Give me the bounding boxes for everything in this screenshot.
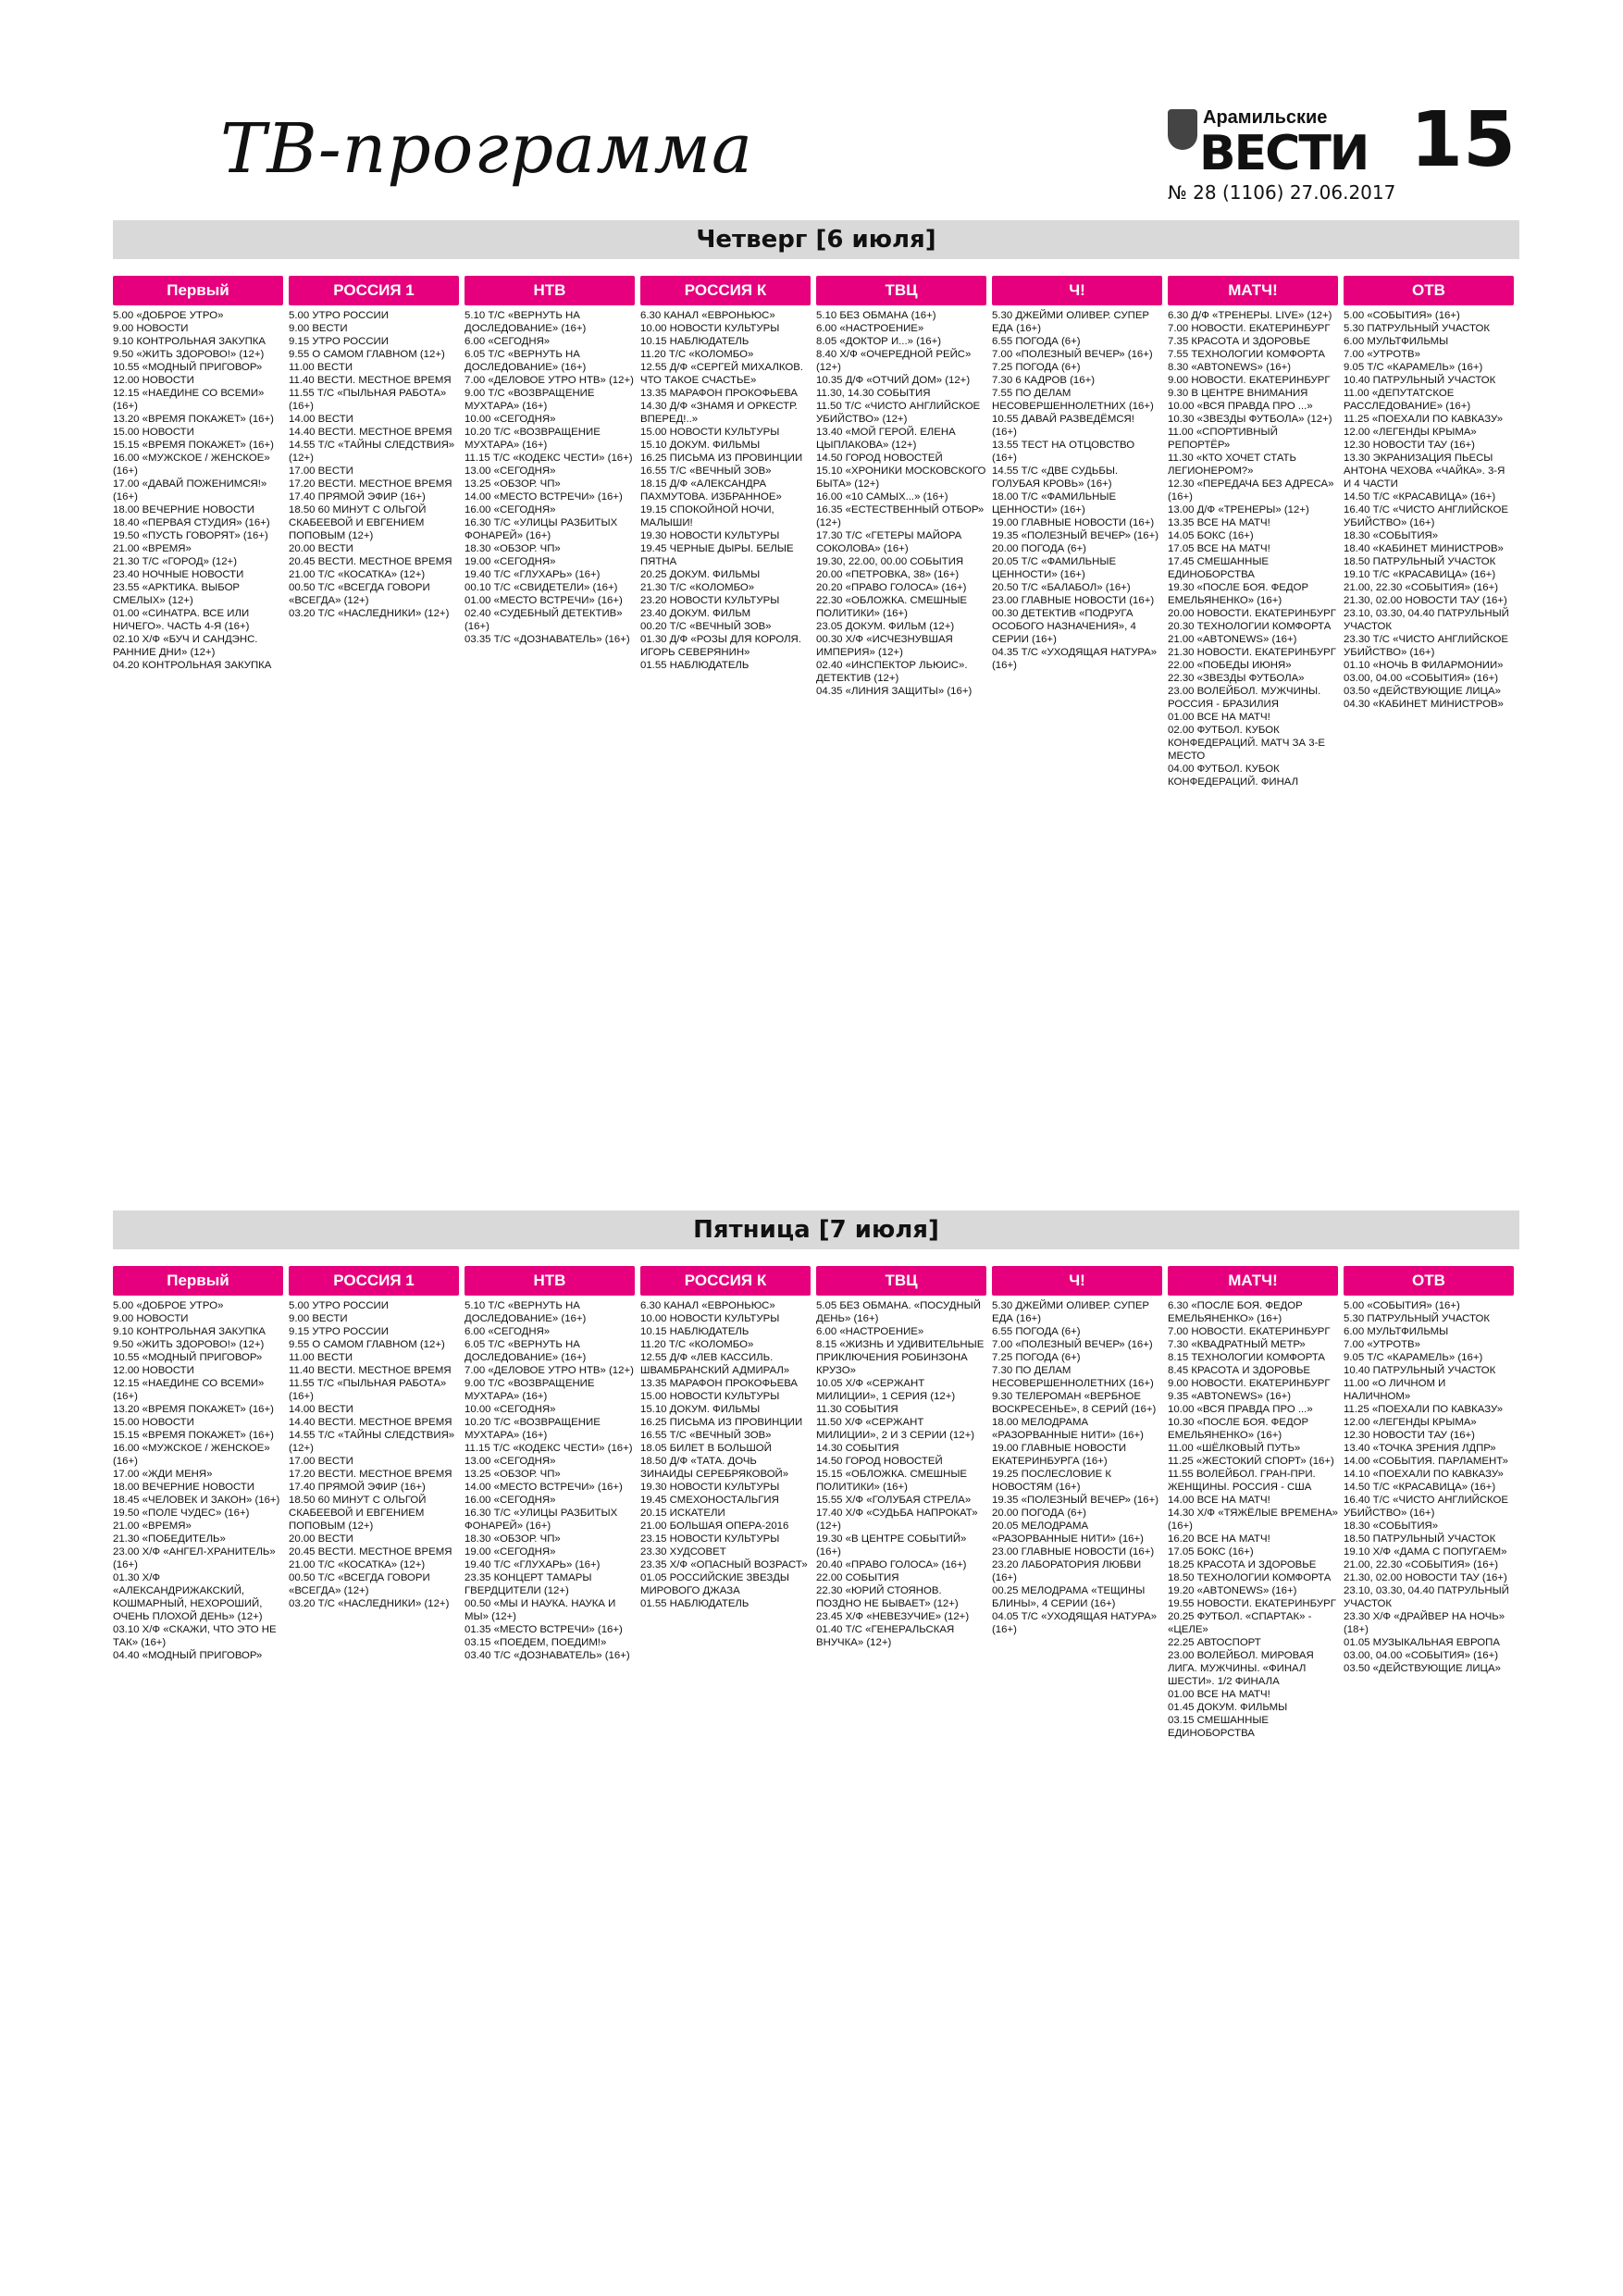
channel-name: ОТВ — [1412, 1272, 1445, 1289]
channel-name: ТВЦ — [885, 1272, 918, 1289]
program-list: 5.00 УТРО РОССИИ 9.00 ВЕСТИ 9.15 УТРО РОССИИ 9.55 О САМОМ ГЛАВНОМ (12+) 11.00 ВЕСТИ 11.40 ВЕСТИ. МЕСТНОЕ ВРЕМЯ 11.55 Т/С «ПЫЛЬНАЯ РАБОТА» (16+) 14.00 ВЕСТИ 14.40 ВЕСТИ. МЕСТНОЕ ВРЕМЯ 14.55 Т/С «ТАЙНЫ СЛЕДСТВИЯ» (12+) 17.00 ВЕСТИ 17.20 ВЕСТИ. МЕСТНОЕ ВРЕМЯ 17.40 ПРЯМОЙ ЭФИР (16+) 18.50 60 МИНУТ С ОЛЬГОЙ СКАБЕЕВОЙ И ЕВГЕНИЕМ ПОПОВЫМ (12+) 20.00 ВЕСТИ 20.45 ВЕСТИ. МЕСТНОЕ ВРЕМЯ 21.00 Т/С «КОСАТКА» (12+) 00.50 Т/С «ВСЕГДА ГОВОРИ «ВСЕГДА» (12+) 03.20 Т/С «НАСЛЕДНИКИ» (12+) — [289, 310, 455, 619]
program-list: 5.30 ДЖЕЙМИ ОЛИВЕР. СУПЕР ЕДА (16+) 6.55 ПОГОДА (6+) 7.00 «ПОЛЕЗНЫЙ ВЕЧЕР» (16+) 7.25 ПОГОДА (6+) 7.30 ПО ДЕЛАМ НЕСОВЕРШЕННОЛЕТНИХ (16+) 9.30 ТЕЛЕРОМАН «ВЕРБНОЕ ВОСКРЕСЕНЬЕ», 8 СЕРИЙ (16+) 18.00 МЕЛОДРАМА «РАЗОРВАННЫЕ НИТИ» (16+) 19.00 ГЛАВНЫЕ НОВОСТИ ЕКАТЕРИНБУРГА (16+) 19.25 ПОСЛЕСЛОВИЕ К НОВОСТЯМ (16+) 19.35 «ПОЛЕЗНЫЙ ВЕЧЕР» (16+) 20.00 ПОГОДА (6+) 20.05 МЕЛОДРАМА «РАЗОРВАННЫЕ НИТИ» (16+) 23.00 ГЛАВНЫЕ НОВОСТИ (16+) 23.20 ЛАБОРАТОРИЯ ЛЮБВИ (16+) 00.25 МЕЛОДРАМА «ТЕЩИНЫ БЛИНЫ», 4 СЕРИИ (16+) 04.05 Т/С «УХОДЯЩАЯ НАТУРА» (16+) — [992, 1300, 1159, 1635]
channel-name: МАТЧ! — [1228, 1272, 1278, 1289]
channel-name: Ч! — [1069, 1272, 1085, 1289]
program-list: 5.30 ДЖЕЙМИ ОЛИВЕР. СУПЕР ЕДА (16+) 6.55 ПОГОДА (6+) 7.00 «ПОЛЕЗНЫЙ ВЕЧЕР» (16+) 7.25 ПОГОДА (6+) 7.30 6 КАДРОВ (16+) 7.55 ПО ДЕЛАМ НЕСОВЕРШЕННОЛЕТНИХ (16+) 10.55 ДАВАЙ РАЗВЕДЁМСЯ! (16+) 13.55 ТЕСТ НА ОТЦОВСТВО (16+) 14.55 Т/С «ДВЕ СУДЬБЫ. ГОЛУБАЯ КРОВЬ» (16+) 18.00 Т/С «ФАМИЛЬНЫЕ ЦЕННОСТИ» (16+) 19.00 ГЛАВНЫЕ НОВОСТИ (16+) 19.35 «ПОЛЕЗНЫЙ ВЕЧЕР» (16+) 20.00 ПОГОДА (6+) 20.05 Т/С «ФАМИЛЬНЫЕ ЦЕННОСТИ» (16+) 20.50 Т/С «БАЛАБОЛ» (16+) 23.00 ГЛАВНЫЕ НОВОСТИ (16+) 00.30 ДЕТЕКТИВ «ПОДРУГА ОСОБОГО НАЗНАЧЕНИЯ», 4 СЕРИИ (16+) 04.35 Т/С «УХОДЯЩАЯ НАТУРА» (16+) — [992, 310, 1159, 671]
newspaper-logo — [1168, 96, 1519, 204]
program-list: 5.00 «СОБЫТИЯ» (16+) 5.30 ПАТРУЛЬНЫЙ УЧАСТОК 6.00 МУЛЬТФИЛЬМЫ 7.00 «УТРОТВ» 9.05 Т/С «КАРАМЕЛЬ» (16+) 10.40 ПАТРУЛЬНЫЙ УЧАСТОК 11.00 «ДЕПУТАТСКОЕ РАССЛЕДОВАНИЕ» (16+) 11.25 «ПОЕХАЛИ ПО КАВКАЗУ» 12.00 «ЛЕГЕНДЫ КРЫМА» 12.30 НОВОСТИ ТАУ (16+) 13.30 ЭКРАНИЗАЦИЯ ПЬЕСЫ АНТОНА ЧЕХОВА «ЧАЙКА». 3-Я И 4 ЧАСТИ 14.50 Т/С «КРАСАВИЦА» (16+) 16.40 Т/С «ЧИСТО АНГЛИЙСКОЕ УБИЙСТВО» (16+) 18.30 «СОБЫТИЯ» 18.40 «КАБИНЕТ МИНИСТРОВ» 18.50 ПАТРУЛЬНЫЙ УЧАСТОК 19.10 Т/С «КРАСАВИЦА» (16+) 21.00, 22.30 «СОБЫТИЯ» (16+) 21.30, 02.00 НОВОСТИ ТАУ (16+) 23.10, 03.30, 04.40 ПАТРУЛЬНЫЙ УЧАСТОК 23.30 Т/С «ЧИСТО АНГЛИЙСКОЕ УБИЙСТВО» (16+) 01.10 «НОЧЬ В ФИЛАРМОНИИ» 03.00, 04.00 «СОБЫТИЯ» (16+) 03.50 «ДЕЙСТВУЮЩИЕ ЛИЦА» 04.30 «КАБИНЕТ МИНИСТРОВ» — [1344, 310, 1509, 710]
channel-logo — [992, 1266, 1162, 1296]
channel-column — [816, 276, 986, 698]
channel-logo — [465, 276, 635, 305]
channel-column — [992, 276, 1162, 672]
day-header-friday: Пятница [7 июля] — [113, 1210, 1519, 1249]
channel-name: НТВ — [533, 1272, 566, 1289]
channel-logo — [1344, 276, 1514, 305]
program-list: 5.10 БЕЗ ОБМАНА (16+) 6.00 «НАСТРОЕНИЕ» 8.05 «ДОКТОР И...» (16+) 8.40 Х/Ф «ОЧЕРЕДНОЙ РЕЙС» (12+) 10.35 Д/Ф «ОТЧИЙ ДОМ» (12+) 11.30, 14.30 СОБЫТИЯ 11.50 Т/С «ЧИСТО АНГЛИЙСКОЕ УБИЙСТВО» (12+) 13.40 «МОЙ ГЕРОЙ. ЕЛЕНА ЦЫПЛАКОВА» (12+) 14.50 ГОРОД НОВОСТЕЙ 15.10 «ХРОНИКИ МОСКОВСКОГО БЫТА» (12+) 16.00 «10 САМЫХ...» (16+) 16.35 «ЕСТЕСТВЕННЫЙ ОТБОР» (12+) 17.30 Т/С «ГЕТЕРЫ МАЙОРА СОКОЛОВА» (16+) 19.30, 22.00, 00.00 СОБЫТИЯ 20.00 «ПЕТРОВКА, 38» (16+) 20.20 «ПРАВО ГОЛОСА» (16+) 22.30 «ОБЛОЖКА. СМЕШНЫЕ ПОЛИТИКИ» (16+) 23.05 ДОКУМ. ФИЛЬМ (12+) 00.30 Х/Ф «ИСЧЕЗНУВШАЯ ИМПЕРИЯ» (12+) 02.40 «ИНСПЕКТОР ЛЬЮИС». ДЕТЕКТИВ (12+) 04.35 «ЛИНИЯ ЗАЩИТЫ» (16+) — [816, 310, 986, 697]
program-list: 5.10 Т/С «ВЕРНУТЬ НА ДОСЛЕДОВАНИЕ» (16+) 6.00 «СЕГОДНЯ» 6.05 Т/С «ВЕРНУТЬ НА ДОСЛЕДОВАНИЕ» (16+) 7.00 «ДЕЛОВОЕ УТРО НТВ» (12+) 9.00 Т/С «ВОЗВРАЩЕНИЕ МУХТАРА» (16+) 10.00 «СЕГОДНЯ» 10.20 Т/С «ВОЗВРАЩЕНИЕ МУХТАРА» (16+) 11.15 Т/С «КОДЕКС ЧЕСТИ» (16+) 13.00 «СЕГОДНЯ» 13.25 «ОБЗОР. ЧП» 14.00 «МЕСТО ВСТРЕЧИ» (16+) 16.00 «СЕГОДНЯ» 16.30 Т/С «УЛИЦЫ РАЗБИТЫХ ФОНАРЕЙ» (16+) 18.30 «ОБЗОР. ЧП» 19.00 «СЕГОДНЯ» 19.40 Т/С «ГЛУХАРЬ» (16+) 23.35 КОНЦЕРТ ТАМАРЫ ГВЕРДЦИТЕЛИ (12+) 00.50 «МЫ И НАУКА. НАУКА И МЫ» (12+) 01.35 «МЕСТО ВСТРЕЧИ» (16+) 03.15 «ПОЕДЕМ, ПОЕДИМ!» 03.40 Т/С «ДОЗНАВАТЕЛЬ» (16+) — [465, 1300, 634, 1661]
channel-name: Первый — [167, 1272, 229, 1289]
channel-logo — [816, 276, 986, 305]
day-header-thursday: Четверг [6 июля] — [113, 220, 1519, 259]
program-list: 5.00 «ДОБРОЕ УТРО» 9.00 НОВОСТИ 9.10 КОНТРОЛЬНАЯ ЗАКУПКА 9.50 «ЖИТЬ ЗДОРОВО!» (12+) 10.55 «МОДНЫЙ ПРИГОВОР» 12.00 НОВОСТИ 12.15 «НАЕДИНЕ СО ВСЕМИ» (16+) 13.20 «ВРЕМЯ ПОКАЖЕТ» (16+) 15.00 НОВОСТИ 15.15 «ВРЕМЯ ПОКАЖЕТ» (16+) 16.00 «МУЖСКОЕ / ЖЕНСКОЕ» (16+) 17.00 «ДАВАЙ ПОЖЕНИМСЯ!» (16+) 18.00 ВЕЧЕРНИЕ НОВОСТИ 18.40 «ПЕРВАЯ СТУДИЯ» (16+) 19.50 «ПУСТЬ ГОВОРЯТ» (16+) 21.00 «ВРЕМЯ» 21.30 Т/С «ГОРОД» (12+) 23.40 НОЧНЫЕ НОВОСТИ 23.55 «АРКТИКА. ВЫБОР СМЕЛЫХ» (12+) 01.00 «СИНАТРА. ВСЕ ИЛИ НИЧЕГО». ЧАСТЬ 4-Я (16+) 02.10 Х/Ф «БУЧ И САНДЭНС. РАННИЕ ДНИ» (12+) 04.20 КОНТРОЛЬНАЯ ЗАКУПКА — [113, 310, 274, 671]
crest-icon — [1168, 109, 1197, 150]
channel-column — [289, 276, 459, 620]
channel-logo — [1168, 276, 1338, 305]
section-title: ТВ-программа — [220, 109, 754, 189]
program-list: 6.30 «ПОСЛЕ БОЯ. ФЕДОР ЕМЕЛЬЯНЕНКО» (16+) 7.00 НОВОСТИ. ЕКАТЕРИНБУРГ 7.30 «КВАДРАТНЫЙ МЕТР» 8.15 ТЕХНОЛОГИИ КОМФОРТА 8.45 КРАСОТА И ЗДОРОВЬЕ 9.00 НОВОСТИ. ЕКАТЕРИНБУРГ 9.35 «ABTONEWS» (16+) 10.00 «ВСЯ ПРАВДА ПРО ...» 10.30 «ПОСЛЕ БОЯ. ФЕДОР ЕМЕЛЬЯНЕНКО» (16+) 11.00 «ШЁЛКОВЫЙ ПУТЬ» 11.25 «ЖЕСТОКИЙ СПОРТ» (16+) 11.55 ВОЛЕЙБОЛ. ГРАН-ПРИ. ЖЕНЩИНЫ. РОССИЯ - США 14.00 ВСЕ НА МАТЧ! 14.30 Х/Ф «ТЯЖЁЛЫЕ ВРЕМЕНА» (16+) 16.20 ВСЕ НА МАТЧ! 17.05 БОКС (16+) 18.25 КРАСОТА И ЗДОРОВЬЕ 18.50 ТЕХНОЛОГИИ КОМФОРТА 19.20 «ABTONEWS» (16+) 19.55 НОВОСТИ. ЕКАТЕРИНБУРГ 20.25 ФУТБОЛ. «СПАРТАК» - «ЦЕЛЕ» 22.25 АВТОСПОРТ 23.00 ВОЛЕЙБОЛ. МИРОВАЯ ЛИГА. МУЖЧИНЫ. «ФИНАЛ ШЕСТИ». 1/2 ФИНАЛА 01.00 ВСЕ НА МАТЧ! 01.45 ДОКУМ. ФИЛЬМЫ 03.15 СМЕШАННЫЕ ЕДИНОБОРСТВА — [1168, 1300, 1339, 1739]
channel-name: НТВ — [533, 281, 566, 299]
channel-name: РОССИЯ К — [684, 1272, 767, 1289]
channel-logo — [113, 1266, 283, 1296]
channel-column — [640, 276, 811, 672]
channel-logo — [113, 276, 283, 305]
channel-logo — [289, 276, 459, 305]
brand-top: Арамильские — [1203, 107, 1328, 128]
channel-column — [289, 1266, 459, 1610]
channel-column — [113, 1266, 283, 1662]
channel-column — [1344, 276, 1514, 711]
channel-column — [465, 1266, 635, 1662]
issue-info: № 28 (1106) 27.06.2017 — [1168, 181, 1396, 204]
channel-name: РОССИЯ К — [684, 281, 767, 299]
channel-column — [113, 276, 283, 672]
program-list: 5.00 УТРО РОССИИ 9.00 ВЕСТИ 9.15 УТРО РОССИИ 9.55 О САМОМ ГЛАВНОМ (12+) 11.00 ВЕСТИ 11.40 ВЕСТИ. МЕСТНОЕ ВРЕМЯ 11.55 Т/С «ПЫЛЬНАЯ РАБОТА» (16+) 14.00 ВЕСТИ 14.40 ВЕСТИ. МЕСТНОЕ ВРЕМЯ 14.55 Т/С «ТАЙНЫ СЛЕДСТВИЯ» (12+) 17.00 ВЕСТИ 17.20 ВЕСТИ. МЕСТНОЕ ВРЕМЯ 17.40 ПРЯМОЙ ЭФИР (16+) 18.50 60 МИНУТ С ОЛЬГОЙ СКАБЕЕВОЙ И ЕВГЕНИЕМ ПОПОВЫМ (12+) 20.00 ВЕСТИ 20.45 ВЕСТИ. МЕСТНОЕ ВРЕМЯ 21.00 Т/С «КОСАТКА» (12+) 00.50 Т/С «ВСЕГДА ГОВОРИ «ВСЕГДА» (12+) 03.20 Т/С «НАСЛЕДНИКИ» (12+) — [289, 1300, 455, 1609]
channel-logo — [465, 1266, 635, 1296]
channel-logo — [640, 1266, 811, 1296]
channel-column — [640, 1266, 811, 1610]
program-list: 5.00 «СОБЫТИЯ» (16+) 5.30 ПАТРУЛЬНЫЙ УЧАСТОК 6.00 МУЛЬТФИЛЬМЫ 7.00 «УТРОТВ» 9.05 Т/С «КАРАМЕЛЬ» (16+) 10.40 ПАТРУЛЬНЫЙ УЧАСТОК 11.00 «О ЛИЧНОМ И НАЛИЧНОМ» 11.25 «ПОЕХАЛИ ПО КАВКАЗУ» 12.00 «ЛЕГЕНДЫ КРЫМА» 12.30 НОВОСТИ ТАУ (16+) 13.40 «ТОЧКА ЗРЕНИЯ ЛДПР» 14.00 «СОБЫТИЯ. ПАРЛАМЕНТ» 14.10 «ПОЕХАЛИ ПО КАВКАЗУ» 14.50 Т/С «КРАСАВИЦА» (16+) 16.40 Т/С «ЧИСТО АНГЛИЙСКОЕ УБИЙСТВО» (16+) 18.30 «СОБЫТИЯ» 18.50 ПАТРУЛЬНЫЙ УЧАСТОК 19.10 Х/Ф «ДАМА С ПОПУГАЕМ» 21.00, 22.30 «СОБЫТИЯ» (16+) 21.30, 02.00 НОВОСТИ ТАУ (16+) 23.10, 03.30, 04.40 ПАТРУЛЬНЫЙ УЧАСТОК 23.30 Х/Ф «ДРАЙВЕР НА НОЧЬ» (18+) 01.05 МУЗЫКАЛЬНАЯ ЕВРОПА 03.00, 04.00 «СОБЫТИЯ» (16+) 03.50 «ДЕЙСТВУЮЩИЕ ЛИЦА» — [1344, 1300, 1509, 1674]
channel-logo — [289, 1266, 459, 1296]
program-list: 6.30 КАНАЛ «ЕВРОНЬЮС» 10.00 НОВОСТИ КУЛЬТУРЫ 10.15 НАБЛЮДАТЕЛЬ 11.20 Т/С «КОЛОМБО» 12.55 Д/Ф «ЛЕВ КАССИЛЬ. ШВАМБРАНСКИЙ АДМИРАЛ» 13.35 МАРАФОН ПРОКОФЬЕВА 15.00 НОВОСТИ КУЛЬТУРЫ 15.10 ДОКУМ. ФИЛЬМЫ 16.25 ПИСЬМА ИЗ ПРОВИНЦИИ 16.55 Т/С «ВЕЧНЫЙ ЗОВ» 18.05 БИЛЕТ В БОЛЬШОЙ 18.50 Д/Ф «ТАТА. ДОЧЬ ЗИНАИДЫ СЕРЕБРЯКОВОЙ» 19.30 НОВОСТИ КУЛЬТУРЫ 19.45 СМЕХОНОСТАЛЬГИЯ 20.15 ИСКАТЕЛИ 21.00 БОЛЬШАЯ ОПЕРА-2016 23.15 НОВОСТИ КУЛЬТУРЫ 23.30 ХУДСОВЕТ 23.35 Х/Ф «ОПАСНЫЙ ВОЗРАСТ» 01.05 РОССИЙСКИЕ ЗВЕЗДЫ МИРОВОГО ДЖАЗА 01.55 НАБЛЮДАТЕЛЬ — [640, 1300, 808, 1609]
channel-logo — [1168, 1266, 1338, 1296]
channel-column — [1344, 1266, 1514, 1675]
channel-name: РОССИЯ 1 — [333, 1272, 415, 1289]
channel-column — [465, 276, 635, 646]
program-list: 5.10 Т/С «ВЕРНУТЬ НА ДОСЛЕДОВАНИЕ» (16+) 6.00 «СЕГОДНЯ» 6.05 Т/С «ВЕРНУТЬ НА ДОСЛЕДОВАНИЕ» (16+) 7.00 «ДЕЛОВОЕ УТРО НТВ» (12+) 9.00 Т/С «ВОЗВРАЩЕНИЕ МУХТАРА» (16+) 10.00 «СЕГОДНЯ» 10.20 Т/С «ВОЗВРАЩЕНИЕ МУХТАРА» (16+) 11.15 Т/С «КОДЕКС ЧЕСТИ» (16+) 13.00 «СЕГОДНЯ» 13.25 «ОБЗОР. ЧП» 14.00 «МЕСТО ВСТРЕЧИ» (16+) 16.00 «СЕГОДНЯ» 16.30 Т/С «УЛИЦЫ РАЗБИТЫХ ФОНАРЕЙ» (16+) 18.30 «ОБЗОР. ЧП» 19.00 «СЕГОДНЯ» 19.40 Т/С «ГЛУХАРЬ» (16+) 00.10 Т/С «СВИДЕТЕЛИ» (16+) 01.00 «МЕСТО ВСТРЕЧИ» (16+) 02.40 «СУДЕБНЫЙ ДЕТЕКТИВ» (16+) 03.35 Т/С «ДОЗНАВАТЕЛЬ» (16+) — [465, 310, 634, 645]
channel-name: РОССИЯ 1 — [333, 281, 415, 299]
program-list: 5.05 БЕЗ ОБМАНА. «ПОСУДНЫЙ ДЕНЬ» (16+) 6.00 «НАСТРОЕНИЕ» 8.15 «ЖИЗНЬ И УДИВИТЕЛЬНЫЕ ПРИКЛЮЧЕНИЯ РОБИНЗОНА КРУЗО» 10.05 Х/Ф «СЕРЖАНТ МИЛИЦИИ», 1 СЕРИЯ (12+) 11.30 СОБЫТИЯ 11.50 Х/Ф «СЕРЖАНТ МИЛИЦИИ», 2 И 3 СЕРИИ (12+) 14.30 СОБЫТИЯ 14.50 ГОРОД НОВОСТЕЙ 15.15 «ОБЛОЖКА. СМЕШНЫЕ ПОЛИТИКИ» (16+) 15.55 Х/Ф «ГОЛУБАЯ СТРЕЛА» 17.40 Х/Ф «СУДЬБА НАПРОКАТ» (12+) 19.30 «В ЦЕНТРЕ СОБЫТИЙ» (16+) 20.40 «ПРАВО ГОЛОСА» (16+) 22.00 СОБЫТИЯ 22.30 «ЮРИЙ СТОЯНОВ. ПОЗДНО НЕ БЫВАЕТ» (12+) 23.45 Х/Ф «НЕВЕЗУЧИЕ» (12+) 01.40 Т/С «ГЕНЕРАЛЬСКАЯ ВНУЧКА» (12+) — [816, 1300, 985, 1648]
channel-column — [816, 1266, 986, 1649]
channel-name: Первый — [167, 281, 229, 299]
channel-name: ТВЦ — [885, 281, 918, 299]
program-list: 6.30 КАНАЛ «ЕВРОНЬЮС» 10.00 НОВОСТИ КУЛЬТУРЫ 10.15 НАБЛЮДАТЕЛЬ 11.20 Т/С «КОЛОМБО» 12.55 Д/Ф «СЕРГЕЙ МИХАЛКОВ. ЧТО ТАКОЕ СЧАСТЬЕ» 13.35 МАРАФОН ПРОКОФЬЕВА 14.30 Д/Ф «ЗНАМЯ И ОРКЕСТР. ВПЕРЕД!..» 15.00 НОВОСТИ КУЛЬТУРЫ 15.10 ДОКУМ. ФИЛЬМЫ 16.25 ПИСЬМА ИЗ ПРОВИНЦИИ 16.55 Т/С «ВЕЧНЫЙ ЗОВ» 18.15 Д/Ф «АЛЕКСАНДРА ПАХМУТОВА. ИЗБРАННОЕ» 19.15 СПОКОЙНОЙ НОЧИ, МАЛЫШИ! 19.30 НОВОСТИ КУЛЬТУРЫ 19.45 ЧЕРНЫЕ ДЫРЫ. БЕЛЫЕ ПЯТНА 20.25 ДОКУМ. ФИЛЬМЫ 21.30 Т/С «КОЛОМБО» 23.20 НОВОСТИ КУЛЬТУРЫ 23.40 ДОКУМ. ФИЛЬМ 00.20 Т/С «ВЕЧНЫЙ ЗОВ» 01.30 Д/Ф «РОЗЫ ДЛЯ КОРОЛЯ. ИГОРЬ СЕВЕРЯНИН» 01.55 НАБЛЮДАТЕЛЬ — [640, 310, 803, 671]
program-list: 5.00 «ДОБРОЕ УТРО» 9.00 НОВОСТИ 9.10 КОНТРОЛЬНАЯ ЗАКУПКА 9.50 «ЖИТЬ ЗДОРОВО!» (12+) 10.55 «МОДНЫЙ ПРИГОВОР» 12.00 НОВОСТИ 12.15 «НАЕДИНЕ СО ВСЕМИ» (16+) 13.20 «ВРЕМЯ ПОКАЖЕТ» (16+) 15.00 НОВОСТИ 15.15 «ВРЕМЯ ПОКАЖЕТ» (16+) 16.00 «МУЖСКОЕ / ЖЕНСКОЕ» (16+) 17.00 «ЖДИ МЕНЯ» 18.00 ВЕЧЕРНИЕ НОВОСТИ 18.45 «ЧЕЛОВЕК И ЗАКОН» (16+) 19.50 «ПОЛЕ ЧУДЕС» (16+) 21.00 «ВРЕМЯ» 21.30 «ПОБЕДИТЕЛЬ» 23.00 Х/Ф «АНГЕЛ-ХРАНИТЕЛЬ» (16+) 01.30 Х/Ф «АЛЕКСАНДРИЖАКСКИЙ, КОШМАРНЫЙ, НЕХОРОШИЙ, ОЧЕНЬ ПЛОХОЙ ДЕНЬ» (12+) 03.10 Х/Ф «СКАЖИ, ЧТО ЭТО НЕ ТАК» (16+) 04.40 «МОДНЫЙ ПРИГОВОР» — [113, 1300, 280, 1661]
channel-logo — [640, 276, 811, 305]
channel-logo — [992, 276, 1162, 305]
page-number: 15 — [1410, 96, 1517, 184]
channel-logo — [816, 1266, 986, 1296]
channel-column — [1168, 1266, 1338, 1740]
channel-name: Ч! — [1069, 281, 1085, 299]
channel-column — [992, 1266, 1162, 1636]
channel-column — [1168, 276, 1338, 788]
brand-main: ВЕСТИ — [1199, 126, 1369, 181]
program-list: 6.30 Д/Ф «ТРЕНЕРЫ. LIVE» (12+) 7.00 НОВОСТИ. ЕКАТЕРИНБУРГ 7.35 КРАСОТА И ЗДОРОВЬЕ 7.55 ТЕХНОЛОГИИ КОМФОРТА 8.30 «ABTONEWS» (16+) 9.00 НОВОСТИ. ЕКАТЕРИНБУРГ 9.30 В ЦЕНТРЕ ВНИМАНИЯ 10.00 «ВСЯ ПРАВДА ПРО ...» 10.30 «ЗВЕЗДЫ ФУТБОЛА» (12+) 11.00 «СПОРТИВНЫЙ РЕПОРТЁР» 11.30 «КТО ХОЧЕТ СТАТЬ ЛЕГИОНЕРОМ?» 12.30 «ПЕРЕДАЧА БЕЗ АДРЕСА» (16+) 13.00 Д/Ф «ТРЕНЕРЫ» (12+) 13.35 ВСЕ НА МАТЧ! 14.05 БОКС (16+) 17.05 ВСЕ НА МАТЧ! 17.45 СМЕШАННЫЕ ЕДИНОБОРСТВА 19.30 «ПОСЛЕ БОЯ. ФЕДОР ЕМЕЛЬЯНЕНКО» (16+) 20.00 НОВОСТИ. ЕКАТЕРИНБУРГ 20.30 ТЕХНОЛОГИИ КОМФОРТА 21.00 «ABTONEWS» (16+) 21.30 НОВОСТИ. ЕКАТЕРИНБУРГ 22.00 «ПОБЕДЫ ИЮНЯ» 22.30 «ЗВЕЗДЫ ФУТБОЛА» 23.00 ВОЛЕЙБОЛ. МУЖЧИНЫ. РОССИЯ - БРАЗИЛИЯ 01.00 ВСЕ НА МАТЧ! 02.00 ФУТБОЛ. КУБОК КОНФЕДЕРАЦИЙ. МАТЧ ЗА 3-Е МЕСТО 04.00 ФУТБОЛ. КУБОК КОНФЕДЕРАЦИЙ. ФИНАЛ — [1168, 310, 1336, 788]
channel-name: ОТВ — [1412, 281, 1445, 299]
channel-name: МАТЧ! — [1228, 281, 1278, 299]
channel-logo — [1344, 1266, 1514, 1296]
